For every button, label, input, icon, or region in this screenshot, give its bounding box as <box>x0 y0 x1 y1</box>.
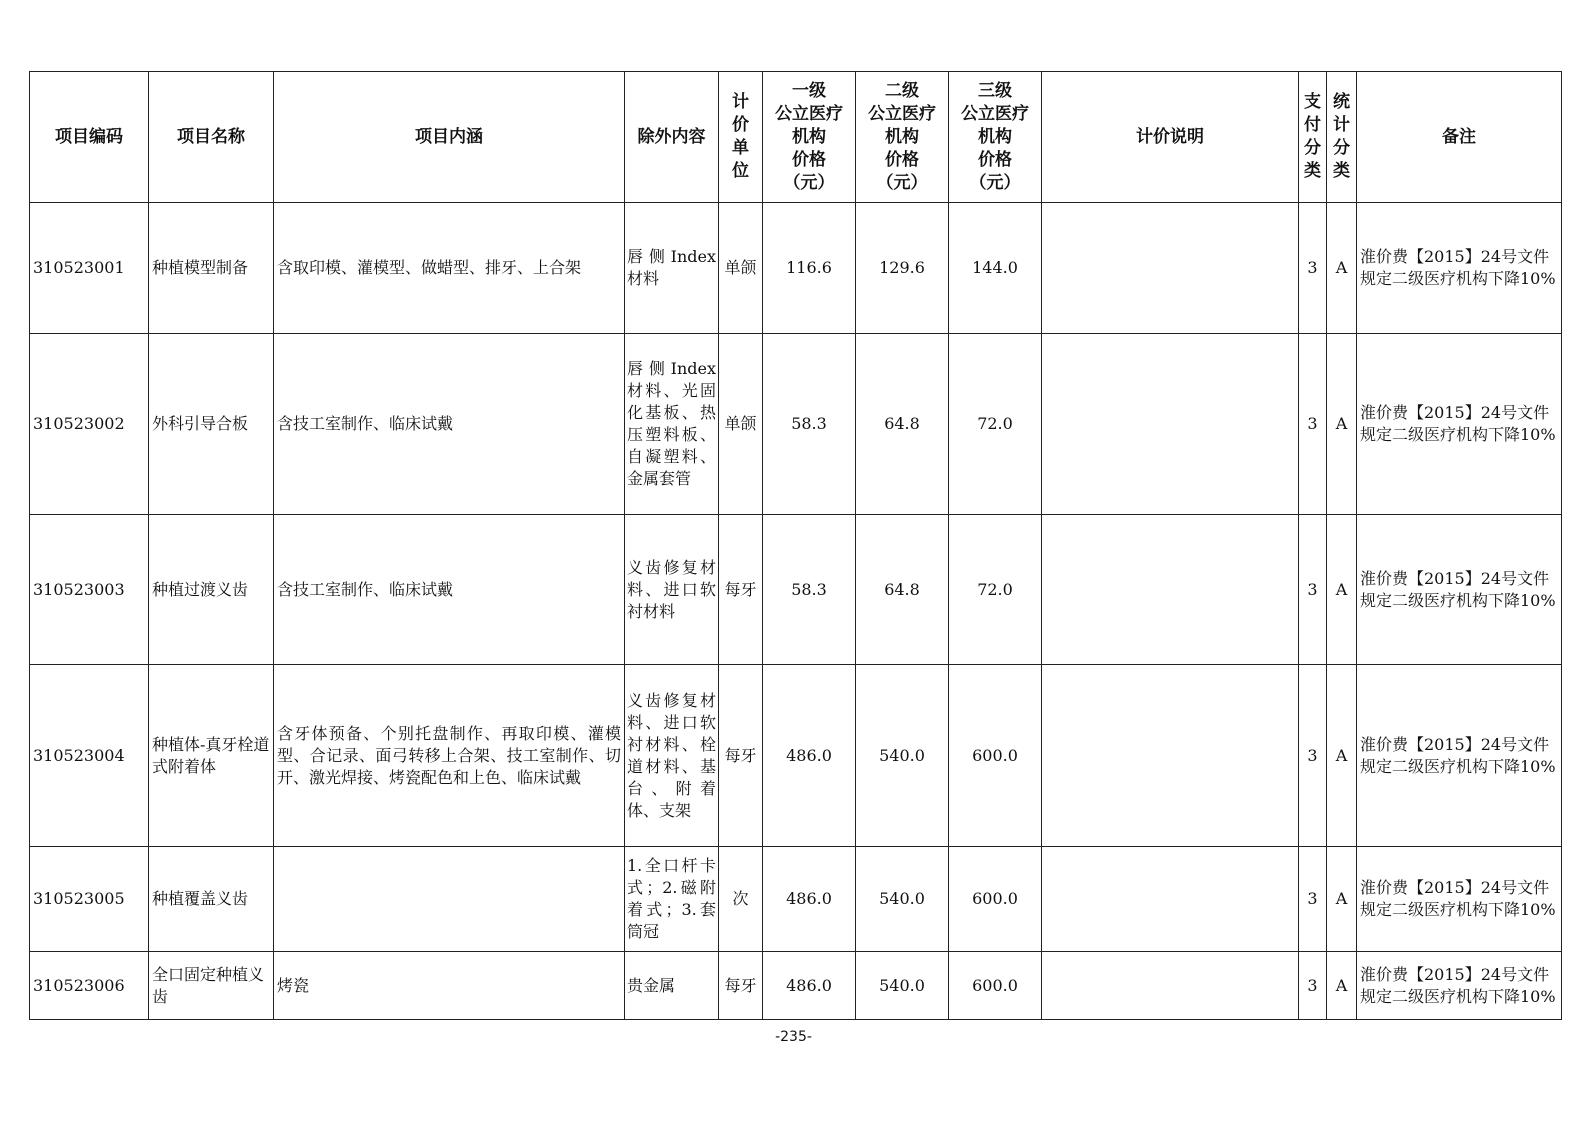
cell-pricing-note <box>1042 665 1299 847</box>
table-row <box>30 515 1562 665</box>
cell-name: 种植模型制备 <box>149 203 274 334</box>
table-row <box>30 203 1562 334</box>
cell-unit: 次 <box>719 847 763 952</box>
cell-name: 全口固定种植义齿 <box>149 952 274 1020</box>
cell-excluded: 唇侧Index材料、光固化基板、热压塑料板、自凝塑料、金属套管 <box>625 334 719 515</box>
cell-price-level2: 64.8 <box>856 515 949 665</box>
table-row <box>30 952 1562 1020</box>
cell-pay-class: 3 <box>1299 334 1327 515</box>
cell-code: 310523006 <box>30 952 149 1020</box>
cell-content: 含取印模、灌模型、做蜡型、排牙、上合架 <box>274 203 625 334</box>
cell-stat-class: A <box>1327 515 1357 665</box>
cell-pricing-note <box>1042 847 1299 952</box>
cell-price-level3: 144.0 <box>949 203 1042 334</box>
cell-content: 含牙体预备、个别托盘制作、再取印模、灌模型、合记录、面弓转移上合架、技工室制作、切开、激光焊接、烤瓷配色和上色、临床试戴 <box>274 665 625 847</box>
cell-price-level2: 540.0 <box>856 847 949 952</box>
header-name: 项目名称 <box>149 72 274 203</box>
cell-price-level2: 129.6 <box>856 203 949 334</box>
cell-remark: 淮价费【2015】24号文件规定二级医疗机构下降10% <box>1357 203 1562 334</box>
cell-excluded: 1.全口杆卡式；2.磁附着式；3.套筒冠 <box>625 847 719 952</box>
header-code: 项目编码 <box>30 72 149 203</box>
cell-remark: 淮价费【2015】24号文件规定二级医疗机构下降10% <box>1357 334 1562 515</box>
header-remark: 备注 <box>1357 72 1562 203</box>
cell-name: 种植体-真牙栓道式附着体 <box>149 665 274 847</box>
header-unit-text: 计价单位 <box>732 92 749 181</box>
cell-name: 外科引导合板 <box>149 334 274 515</box>
cell-stat-class: A <box>1327 665 1357 847</box>
header-price-level1: 一级 公立医疗 机构 价格 （元） <box>763 72 856 203</box>
cell-price-level3: 600.0 <box>949 665 1042 847</box>
cell-price-level1: 116.6 <box>763 203 856 334</box>
cell-content: 含技工室制作、临床试戴 <box>274 515 625 665</box>
cell-price-level2: 64.8 <box>856 334 949 515</box>
cell-name: 种植过渡义齿 <box>149 515 274 665</box>
header-content: 项目内涵 <box>274 72 625 203</box>
cell-pricing-note <box>1042 515 1299 665</box>
cell-unit: 单颌 <box>719 203 763 334</box>
cell-stat-class: A <box>1327 952 1357 1020</box>
cell-content <box>274 847 625 952</box>
cell-unit: 单颌 <box>719 334 763 515</box>
header-price-level2: 二级 公立医疗 机构 价格 （元） <box>856 72 949 203</box>
cell-price-level1: 58.3 <box>763 515 856 665</box>
header-row <box>30 72 1562 203</box>
cell-pay-class: 3 <box>1299 847 1327 952</box>
table-row <box>30 847 1562 952</box>
cell-price-level3: 600.0 <box>949 847 1042 952</box>
cell-pricing-note <box>1042 203 1299 334</box>
cell-pricing-note <box>1042 952 1299 1020</box>
cell-excluded: 义齿修复材料、进口软衬材料、栓道材料、基台、附着体、支架 <box>625 665 719 847</box>
header-stat-class <box>1327 72 1357 203</box>
cell-price-level3: 600.0 <box>949 952 1042 1020</box>
cell-code: 310523002 <box>30 334 149 515</box>
cell-price-level1: 58.3 <box>763 334 856 515</box>
header-price-level3: 三级 公立医疗 机构 价格 （元） <box>949 72 1042 203</box>
cell-unit: 每牙 <box>719 952 763 1020</box>
header-pay-class-text: 支付分类 <box>1304 92 1321 181</box>
cell-excluded: 贵金属 <box>625 952 719 1020</box>
cell-stat-class: A <box>1327 334 1357 515</box>
cell-unit: 每牙 <box>719 665 763 847</box>
cell-price-level2: 540.0 <box>856 952 949 1020</box>
cell-pay-class: 3 <box>1299 203 1327 334</box>
cell-stat-class: A <box>1327 847 1357 952</box>
cell-code: 310523003 <box>30 515 149 665</box>
cell-code: 310523001 <box>30 203 149 334</box>
cell-pay-class: 3 <box>1299 515 1327 665</box>
cell-excluded: 义齿修复材料、进口软衬材料 <box>625 515 719 665</box>
cell-pay-class: 3 <box>1299 665 1327 847</box>
cell-price-level1: 486.0 <box>763 952 856 1020</box>
cell-price-level3: 72.0 <box>949 334 1042 515</box>
cell-pricing-note <box>1042 334 1299 515</box>
cell-pay-class: 3 <box>1299 952 1327 1020</box>
price-table-container <box>29 71 1562 1020</box>
cell-price-level3: 72.0 <box>949 515 1042 665</box>
cell-price-level2: 540.0 <box>856 665 949 847</box>
header-stat-class-text: 统计分类 <box>1333 92 1350 181</box>
cell-remark: 淮价费【2015】24号文件规定二级医疗机构下降10% <box>1357 515 1562 665</box>
cell-excluded: 唇侧Index材料 <box>625 203 719 334</box>
cell-remark: 淮价费【2015】24号文件规定二级医疗机构下降10% <box>1357 847 1562 952</box>
cell-remark: 淮价费【2015】24号文件规定二级医疗机构下降10% <box>1357 665 1562 847</box>
price-table <box>29 71 1562 1020</box>
cell-price-level1: 486.0 <box>763 847 856 952</box>
header-unit <box>719 72 763 203</box>
header-pay-class <box>1299 72 1327 203</box>
cell-stat-class: A <box>1327 203 1357 334</box>
header-pricing-note: 计价说明 <box>1042 72 1299 203</box>
cell-name: 种植覆盖义齿 <box>149 847 274 952</box>
table-row <box>30 665 1562 847</box>
cell-content: 含技工室制作、临床试戴 <box>274 334 625 515</box>
table-row <box>30 334 1562 515</box>
cell-code: 310523004 <box>30 665 149 847</box>
page-number: -235- <box>775 1029 812 1045</box>
cell-price-level1: 486.0 <box>763 665 856 847</box>
cell-unit: 每牙 <box>719 515 763 665</box>
header-excluded: 除外内容 <box>625 72 719 203</box>
cell-code: 310523005 <box>30 847 149 952</box>
cell-content: 烤瓷 <box>274 952 625 1020</box>
cell-remark: 淮价费【2015】24号文件规定二级医疗机构下降10% <box>1357 952 1562 1020</box>
